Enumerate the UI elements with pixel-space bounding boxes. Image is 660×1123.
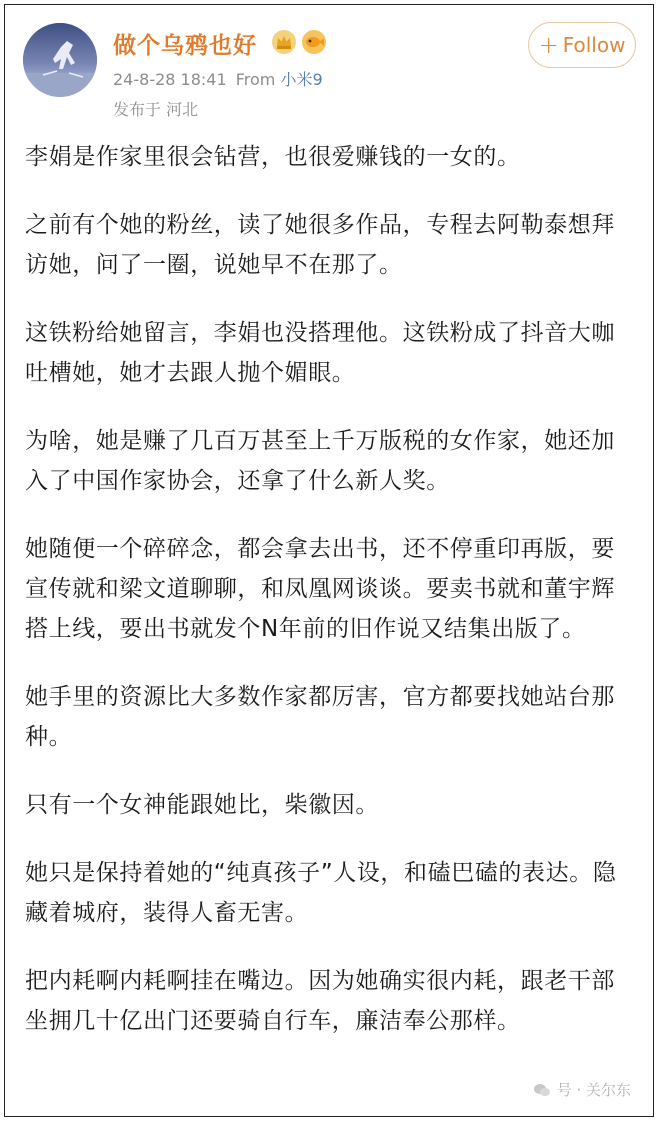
- post-date: 24-8-28 18:41: [113, 70, 227, 89]
- paragraph: 她随便一个碎碎念，都会拿去出书，还不停重印再版，要宣传就和梁文道聊聊，和凤凰网谈谈。要卖书就和董宇辉搭上线，要出书就发个N年前的旧作说又结集出版了。: [25, 536, 615, 642]
- plus-icon: +: [538, 31, 559, 59]
- avatar[interactable]: [23, 23, 97, 97]
- follow-button[interactable]: [528, 22, 636, 68]
- post-location: 发布于 河北: [113, 100, 199, 119]
- device-link[interactable]: 小米9: [280, 70, 323, 89]
- post-meta: [113, 67, 323, 90]
- avatar-image: [23, 23, 97, 97]
- paragraph: 把内耗啊内耗啊挂在嘴边。因为她确实很内耗，跟老干部坐拥几十亿出门还要骑自行车，廉洁奉公那样。: [25, 968, 615, 1034]
- weibo-post-card: [4, 4, 654, 1117]
- post-header: [5, 5, 653, 135]
- paragraph: 只有一个女神能跟她比，柴徽因。: [25, 792, 379, 818]
- follow-label: Follow: [562, 33, 626, 57]
- paragraph: 之前有个她的粉丝，读了她很多作品，专程去阿勒泰想拜访她，问了一圈，说她早不在那了。: [25, 212, 615, 278]
- paragraph: 这铁粉给她留言，李娟也没搭理他。这铁粉成了抖音大咖吐槽她，她才去跟人抛个媚眼。: [25, 320, 615, 386]
- crown-badge-icon[interactable]: [271, 29, 297, 55]
- user-badges: [271, 29, 327, 55]
- post-content: [25, 137, 637, 1069]
- from-label: From: [235, 70, 276, 89]
- fish-badge-icon[interactable]: [301, 29, 327, 55]
- wechat-icon: [533, 1081, 551, 1099]
- paragraph: 李娟是作家里很会钻营，也很爱赚钱的一女的。: [25, 144, 521, 170]
- paragraph: 她只是保持着她的“纯真孩子”人设，和磕巴磕的表达。隐藏着城府，装得人畜无害。: [25, 860, 617, 926]
- paragraph: 她手里的资源比大多数作家都厉害，官方都要找她站台那种。: [25, 684, 615, 750]
- paragraph: 为啥，她是赚了几百万甚至上千万版税的女作家，她还加入了中国作家协会，还拿了什么新人奖。: [25, 428, 615, 494]
- username[interactable]: 做个乌鸦也好: [113, 33, 257, 59]
- watermark: [533, 1079, 631, 1100]
- watermark-text: 号 · 关尔东: [556, 1081, 631, 1099]
